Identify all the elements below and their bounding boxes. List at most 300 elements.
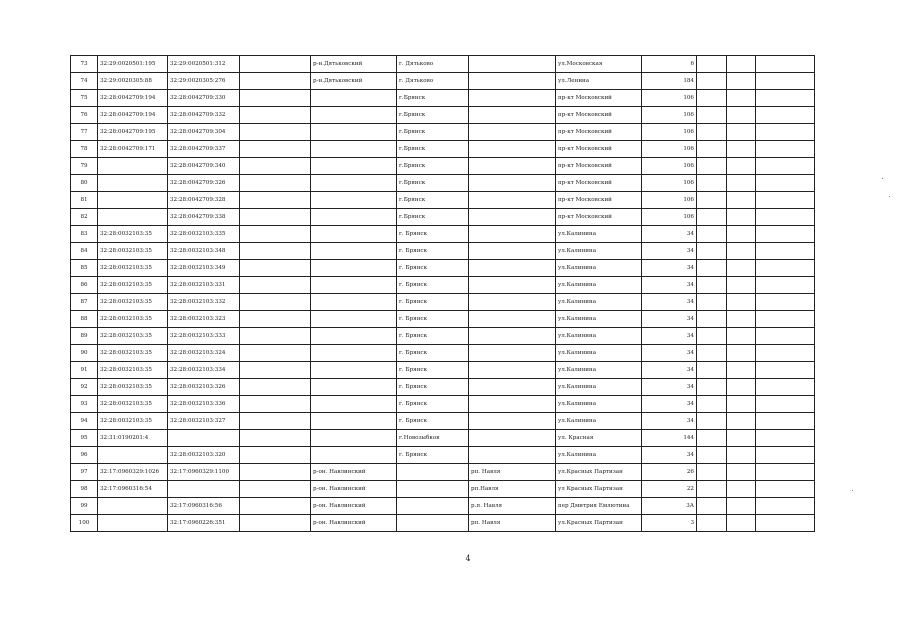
cell-house: 106 — [642, 107, 697, 124]
cell-cadastral-2: 32:17:0960316:56 — [168, 498, 240, 515]
cell-empty — [756, 243, 815, 260]
cell-street: ул Красных Партизан — [556, 481, 642, 498]
page-number: 4 — [465, 554, 471, 563]
cell-district — [311, 328, 397, 345]
cell-house: 3 — [642, 515, 697, 532]
cell-district — [311, 430, 397, 447]
cell-cadastral-1: 32:17:0960316:54 — [98, 481, 168, 498]
cell-cadastral-2: 32:28:0032103:320 — [168, 447, 240, 464]
table-row — [71, 413, 815, 430]
cell-number: 94 — [71, 413, 98, 430]
cell-district — [311, 413, 397, 430]
cell-cadastral-1: 32:28:0032103:35 — [98, 413, 168, 430]
cell-street: ул.Красных Партизан — [556, 464, 642, 481]
cell-town: г.Брянск — [397, 158, 469, 175]
cell-empty — [727, 277, 756, 294]
cell-number: 83 — [71, 226, 98, 243]
cell-street: ул.Калинина — [556, 345, 642, 362]
cell-cadastral-2: 32:28:0032103:335 — [168, 226, 240, 243]
cell-empty — [756, 141, 815, 158]
cell-empty — [697, 430, 727, 447]
cell-col-4 — [240, 243, 311, 260]
cell-street: ул.Калинина — [556, 447, 642, 464]
cell-district — [311, 192, 397, 209]
cell-col-4 — [240, 226, 311, 243]
cell-col-4 — [240, 515, 311, 532]
cell-cadastral-1: 32:28:0032103:35 — [98, 260, 168, 277]
cell-empty — [727, 226, 756, 243]
cell-empty — [697, 481, 727, 498]
cell-empty — [697, 56, 727, 73]
cell-cadastral-1: 32:28:0042709:194 — [98, 90, 168, 107]
cell-empty — [756, 328, 815, 345]
cell-cadastral-1: 32:29:0020305:88 — [98, 73, 168, 90]
cell-col-4 — [240, 345, 311, 362]
cell-cadastral-2: 32:28:0032103:323 — [168, 311, 240, 328]
cell-settlement — [469, 396, 556, 413]
cell-col-4 — [240, 413, 311, 430]
cell-number: 80 — [71, 175, 98, 192]
table-row — [71, 175, 815, 192]
cell-cadastral-1: 32:31:0190201:4 — [98, 430, 168, 447]
cell-empty — [727, 90, 756, 107]
cell-street: ул.Ленина — [556, 73, 642, 90]
cell-cadastral-1: 32:28:0032103:35 — [98, 226, 168, 243]
cell-cadastral-1: 32:28:0042709:195 — [98, 124, 168, 141]
cell-settlement — [469, 243, 556, 260]
cell-cadastral-1 — [98, 498, 168, 515]
cell-number: 93 — [71, 396, 98, 413]
cell-town: г.Брянск — [397, 209, 469, 226]
cell-district — [311, 396, 397, 413]
cell-empty — [756, 294, 815, 311]
cell-col-4 — [240, 464, 311, 481]
cell-number: 81 — [71, 192, 98, 209]
cell-house: 34 — [642, 294, 697, 311]
cell-empty — [697, 175, 727, 192]
cell-empty — [697, 362, 727, 379]
cell-empty — [727, 328, 756, 345]
cell-house: 106 — [642, 175, 697, 192]
table-row — [71, 362, 815, 379]
cell-district — [311, 158, 397, 175]
cell-cadastral-2: 32:28:0042709:326 — [168, 175, 240, 192]
cell-empty — [727, 209, 756, 226]
cell-cadastral-2: 32:28:0042709:330 — [168, 90, 240, 107]
cell-settlement — [469, 90, 556, 107]
cell-settlement — [469, 124, 556, 141]
cell-district: р-он. Навлинский — [311, 464, 397, 481]
cell-district: р-он. Навлинский — [311, 481, 397, 498]
cell-settlement — [469, 192, 556, 209]
cell-cadastral-2: 32:28:0042709:338 — [168, 209, 240, 226]
cell-house: 106 — [642, 90, 697, 107]
scan-speck — [889, 196, 890, 197]
cell-street: ул.Красных Партизан — [556, 515, 642, 532]
table-row — [71, 498, 815, 515]
cell-empty — [697, 141, 727, 158]
cell-col-4 — [240, 430, 311, 447]
cell-empty — [756, 175, 815, 192]
cell-empty — [727, 396, 756, 413]
cell-cadastral-2: 32:28:0032103:324 — [168, 345, 240, 362]
cell-district — [311, 175, 397, 192]
cell-house: 34 — [642, 345, 697, 362]
cell-cadastral-1 — [98, 175, 168, 192]
cell-col-4 — [240, 141, 311, 158]
cell-cadastral-1 — [98, 192, 168, 209]
cell-empty — [697, 498, 727, 515]
cell-col-4 — [240, 379, 311, 396]
cell-cadastral-2 — [168, 430, 240, 447]
cell-cadastral-2: 32:28:0032103:348 — [168, 243, 240, 260]
cell-empty — [756, 430, 815, 447]
cell-cadastral-2: 32:28:0032103:326 — [168, 379, 240, 396]
cell-number: 77 — [71, 124, 98, 141]
cell-empty — [697, 192, 727, 209]
cell-empty — [756, 464, 815, 481]
cell-cadastral-1: 32:28:0042709:194 — [98, 107, 168, 124]
cell-street: пр-кт Московский — [556, 90, 642, 107]
cell-empty — [756, 277, 815, 294]
cell-district — [311, 311, 397, 328]
cell-col-4 — [240, 158, 311, 175]
cell-cadastral-1 — [98, 447, 168, 464]
cell-cadastral-2: 32:29:0020501:312 — [168, 56, 240, 73]
cell-settlement — [469, 260, 556, 277]
cell-district — [311, 107, 397, 124]
cell-house: 106 — [642, 124, 697, 141]
cell-settlement — [469, 141, 556, 158]
cell-settlement: р.п. Навля — [469, 498, 556, 515]
cell-street: пр-кт Московский — [556, 124, 642, 141]
cell-settlement — [469, 175, 556, 192]
cell-cadastral-1: 32:28:0042709:171 — [98, 141, 168, 158]
cell-empty — [697, 345, 727, 362]
cell-town: г. Брянск — [397, 345, 469, 362]
cell-street: ул.Калинина — [556, 294, 642, 311]
cell-house: 34 — [642, 277, 697, 294]
cell-col-4 — [240, 328, 311, 345]
cell-empty — [697, 107, 727, 124]
cell-house: 184 — [642, 73, 697, 90]
cell-empty — [697, 73, 727, 90]
cell-cadastral-1 — [98, 515, 168, 532]
table-row — [71, 430, 815, 447]
cell-house: 106 — [642, 158, 697, 175]
cell-town — [397, 515, 469, 532]
cell-col-4 — [240, 396, 311, 413]
cell-number: 90 — [71, 345, 98, 362]
cell-empty — [727, 73, 756, 90]
cell-town: г. Брянск — [397, 294, 469, 311]
cell-town: г. Брянск — [397, 396, 469, 413]
table-row — [71, 90, 815, 107]
cell-empty — [727, 260, 756, 277]
cell-street: пр-кт Московский — [556, 158, 642, 175]
cell-cadastral-2 — [168, 481, 240, 498]
table-row — [71, 124, 815, 141]
cell-settlement — [469, 107, 556, 124]
cell-district — [311, 141, 397, 158]
cell-empty — [697, 464, 727, 481]
cell-number: 88 — [71, 311, 98, 328]
cell-town: г. Брянск — [397, 226, 469, 243]
table-row — [71, 464, 815, 481]
cell-cadastral-2: 32:28:0042709:340 — [168, 158, 240, 175]
cell-empty — [727, 175, 756, 192]
scan-speck — [882, 178, 883, 179]
cell-col-4 — [240, 56, 311, 73]
table-row — [71, 328, 815, 345]
table-row — [71, 277, 815, 294]
cell-empty — [727, 413, 756, 430]
cell-street: пр-кт Московский — [556, 209, 642, 226]
cell-settlement — [469, 294, 556, 311]
cell-cadastral-2: 32:28:0032103:336 — [168, 396, 240, 413]
cell-town: г. Дятьково — [397, 56, 469, 73]
cell-settlement — [469, 277, 556, 294]
cell-street: ул.Калинина — [556, 311, 642, 328]
cell-number: 78 — [71, 141, 98, 158]
cell-empty — [697, 379, 727, 396]
cell-empty — [697, 226, 727, 243]
cell-col-4 — [240, 311, 311, 328]
table-row — [71, 141, 815, 158]
cell-street: ул.Калинина — [556, 243, 642, 260]
cell-number: 96 — [71, 447, 98, 464]
cell-empty — [697, 311, 727, 328]
cell-empty — [727, 124, 756, 141]
cell-number: 84 — [71, 243, 98, 260]
cell-town: г.Брянск — [397, 141, 469, 158]
cell-empty — [697, 515, 727, 532]
cell-empty — [727, 311, 756, 328]
cell-settlement — [469, 413, 556, 430]
cell-empty — [697, 124, 727, 141]
cell-empty — [697, 90, 727, 107]
cell-empty — [756, 362, 815, 379]
cell-town: г. Дятьково — [397, 73, 469, 90]
cell-street: ул.Калинина — [556, 362, 642, 379]
cell-empty — [756, 158, 815, 175]
cell-number: 98 — [71, 481, 98, 498]
cell-number: 76 — [71, 107, 98, 124]
registry-table — [70, 55, 815, 532]
cell-empty — [756, 192, 815, 209]
cell-cadastral-2: 32:17:0960226:351 — [168, 515, 240, 532]
table-row — [71, 158, 815, 175]
cell-district — [311, 226, 397, 243]
cell-empty — [756, 209, 815, 226]
cell-number: 74 — [71, 73, 98, 90]
cell-empty — [756, 413, 815, 430]
cell-empty — [756, 311, 815, 328]
cell-town: г.Брянск — [397, 192, 469, 209]
table-row — [71, 260, 815, 277]
cell-empty — [727, 430, 756, 447]
cell-town: г.Брянск — [397, 124, 469, 141]
cell-house: 3А — [642, 498, 697, 515]
cell-settlement: рп. Навля — [469, 515, 556, 532]
cell-town — [397, 481, 469, 498]
cell-town: г. Брянск — [397, 311, 469, 328]
cell-empty — [756, 447, 815, 464]
cell-empty — [756, 345, 815, 362]
cell-empty — [727, 464, 756, 481]
cell-house: 34 — [642, 243, 697, 260]
cell-town: г.Брянск — [397, 90, 469, 107]
cell-col-4 — [240, 447, 311, 464]
cell-col-4 — [240, 192, 311, 209]
cell-settlement — [469, 226, 556, 243]
cell-town: г. Брянск — [397, 260, 469, 277]
cell-empty — [727, 243, 756, 260]
table-row — [71, 515, 815, 532]
cell-col-4 — [240, 481, 311, 498]
cell-house: 34 — [642, 226, 697, 243]
cell-cadastral-2: 32:28:0032103:334 — [168, 362, 240, 379]
cell-empty — [697, 277, 727, 294]
cell-town: г. Брянск — [397, 447, 469, 464]
table-row — [71, 73, 815, 90]
cell-number: 89 — [71, 328, 98, 345]
cell-cadastral-2: 32:28:0032103:331 — [168, 277, 240, 294]
cell-district: р-н.Дятьковский — [311, 73, 397, 90]
cell-settlement — [469, 158, 556, 175]
cell-empty — [756, 396, 815, 413]
cell-cadastral-2: 32:28:0042709:337 — [168, 141, 240, 158]
cell-empty — [727, 515, 756, 532]
cell-cadastral-1: 32:28:0032103:35 — [98, 243, 168, 260]
cell-house: 106 — [642, 209, 697, 226]
table-row — [71, 396, 815, 413]
cell-street: пр-кт Московский — [556, 192, 642, 209]
cell-cadastral-1 — [98, 209, 168, 226]
cell-street: ул.Калинина — [556, 260, 642, 277]
cell-district — [311, 124, 397, 141]
cell-house: 34 — [642, 396, 697, 413]
cell-col-4 — [240, 294, 311, 311]
cell-number: 97 — [71, 464, 98, 481]
cell-col-4 — [240, 73, 311, 90]
cell-empty — [697, 447, 727, 464]
cell-street: ул.Калинина — [556, 328, 642, 345]
cell-district — [311, 345, 397, 362]
table-row — [71, 107, 815, 124]
cell-empty — [756, 90, 815, 107]
cell-town: г. Брянск — [397, 413, 469, 430]
cell-settlement — [469, 345, 556, 362]
cell-number: 85 — [71, 260, 98, 277]
cell-town: г.Брянск — [397, 107, 469, 124]
cell-cadastral-2: 32:28:0032103:327 — [168, 413, 240, 430]
table-row — [71, 311, 815, 328]
cell-settlement — [469, 311, 556, 328]
cell-number: 86 — [71, 277, 98, 294]
cell-empty — [756, 260, 815, 277]
cell-settlement — [469, 430, 556, 447]
cell-empty — [756, 379, 815, 396]
cell-street: пер Дмитрия Емлютина — [556, 498, 642, 515]
cell-settlement — [469, 447, 556, 464]
cell-empty — [756, 481, 815, 498]
cell-empty — [756, 56, 815, 73]
cell-empty — [727, 192, 756, 209]
cell-cadastral-2: 32:28:0042709:332 — [168, 107, 240, 124]
cell-cadastral-1: 32:28:0032103:35 — [98, 379, 168, 396]
cell-street: пр-кт Московский — [556, 175, 642, 192]
cell-number: 73 — [71, 56, 98, 73]
cell-number: 87 — [71, 294, 98, 311]
cell-cadastral-2: 32:29:0020305:276 — [168, 73, 240, 90]
cell-street: пр-кт Московский — [556, 107, 642, 124]
cell-house: 26 — [642, 464, 697, 481]
table-row — [71, 56, 815, 73]
table-row — [71, 447, 815, 464]
cell-col-4 — [240, 175, 311, 192]
cell-empty — [697, 328, 727, 345]
cell-district: р-он. Навлинский — [311, 515, 397, 532]
cell-settlement — [469, 362, 556, 379]
cell-house: 144 — [642, 430, 697, 447]
cell-house: 34 — [642, 260, 697, 277]
cell-number: 75 — [71, 90, 98, 107]
cell-house: 34 — [642, 362, 697, 379]
cell-cadastral-1: 32:28:0032103:35 — [98, 328, 168, 345]
cell-settlement — [469, 209, 556, 226]
cell-cadastral-1: 32:28:0032103:35 — [98, 277, 168, 294]
cell-empty — [756, 124, 815, 141]
cell-empty — [697, 158, 727, 175]
cell-district — [311, 277, 397, 294]
cell-district — [311, 260, 397, 277]
cell-empty — [756, 73, 815, 90]
cell-empty — [697, 209, 727, 226]
cell-street: пр-кт Московский — [556, 141, 642, 158]
cell-street: ул.Московская — [556, 56, 642, 73]
cell-empty — [727, 447, 756, 464]
cell-house: 34 — [642, 379, 697, 396]
cell-town: г. Брянск — [397, 243, 469, 260]
cell-town: г. Брянск — [397, 379, 469, 396]
cell-town: г.Новозыбков — [397, 430, 469, 447]
cell-cadastral-2: 32:28:0042709:304 — [168, 124, 240, 141]
cell-street: ул.Калинина — [556, 396, 642, 413]
cell-house: 34 — [642, 311, 697, 328]
cell-street: ул.Калинина — [556, 379, 642, 396]
cell-cadastral-1: 32:28:0032103:35 — [98, 396, 168, 413]
cell-empty — [727, 294, 756, 311]
cell-empty — [727, 56, 756, 73]
cell-house: 34 — [642, 447, 697, 464]
cell-number: 100 — [71, 515, 98, 532]
cell-district — [311, 294, 397, 311]
cell-cadastral-2: 32:17:0960329:1100 — [168, 464, 240, 481]
cell-col-4 — [240, 107, 311, 124]
cell-number: 82 — [71, 209, 98, 226]
cell-town: г.Брянск — [397, 175, 469, 192]
table-row — [71, 379, 815, 396]
cell-empty — [756, 498, 815, 515]
cell-empty — [727, 107, 756, 124]
cell-house: 106 — [642, 192, 697, 209]
cell-district — [311, 243, 397, 260]
cell-empty — [697, 243, 727, 260]
cell-cadastral-1 — [98, 158, 168, 175]
cell-district — [311, 362, 397, 379]
table-body — [71, 56, 815, 532]
